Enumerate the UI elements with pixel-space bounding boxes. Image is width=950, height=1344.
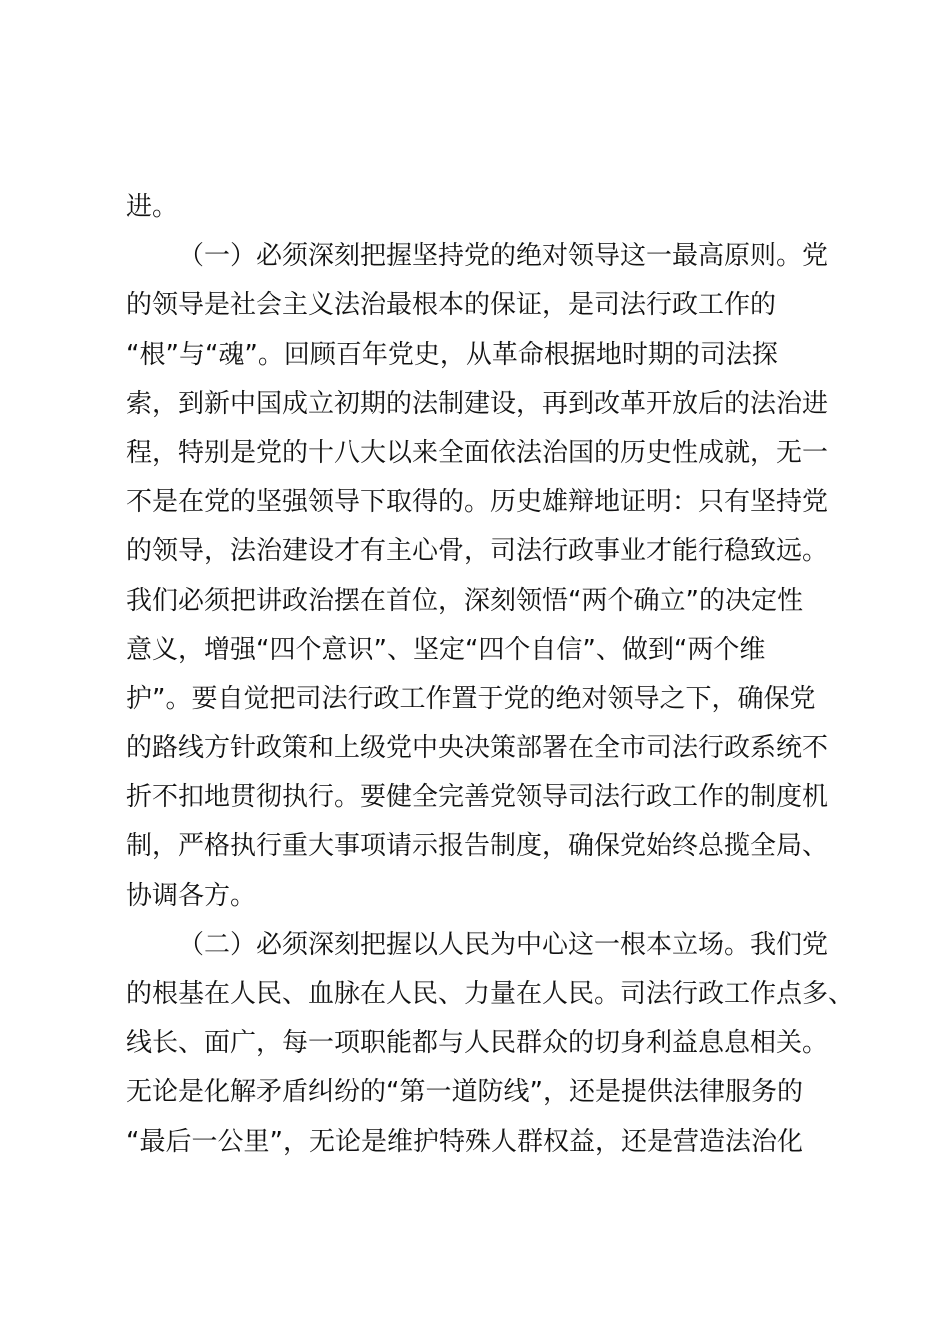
text-line: 无论是化解矛盾纠纷的“第一道防线”，还是提供法律服务的 [126,1077,803,1108]
text-line: 程，特别是党的十八大以来全面依法治国的历史性成就，无一 [126,437,829,468]
section-heading-line: （二）必须深刻把握以人民为中心这一根本立场。我们党 [178,929,829,960]
text-line: 折不扣地贯彻执行。要健全完善党领导司法行政工作的制度机 [126,782,829,813]
text-line: 进。 [126,192,179,222]
text-line: “最后一公里”，无论是维护特殊人群权益，还是营造法治化 [126,1126,803,1157]
text-line: 索，到新中国成立初期的法制建设，再到改革开放后的法治进 [126,388,829,419]
text-line: 线长、面广，每一项职能都与人民群众的切身利益息息相关。 [126,1028,829,1059]
text-line: “根”与“魂”。回顾百年党史，从革命根据地时期的司法探 [126,339,778,370]
section-heading-line: （一）必须深刻把握坚持党的绝对领导这一最高原则。党 [178,241,829,272]
text-line: 意义，增强“四个意识”、坚定“四个自信”、做到“两个维 [126,634,766,665]
text-line: 的根基在人民、血脉在人民、力量在人民。司法行政工作点多、 [126,979,855,1009]
text-line: 不是在党的坚强领导下取得的。历史雄辩地证明：只有坚持党 [126,487,829,518]
text-line: 的领导，法治建设才有主心骨，司法行政事业才能行稳致远。 [126,536,829,567]
text-line: 我们必须把讲政治摆在首位，深刻领悟“两个确立”的决定性 [126,585,803,616]
text-line: 的路线方针政策和上级党中央决策部署在全市司法行政系统不 [126,733,829,764]
text-line: 护”。要自觉把司法行政工作置于党的绝对领导之下，确保党 [126,683,816,714]
body-text [126,183,855,1167]
text-line: 的领导是社会主义法治最根本的保证，是司法行政工作的 [126,290,777,321]
text-line: 制，严格执行重大事项请示报告制度，确保党始终总揽全局、 [126,831,829,862]
text-line: 协调各方。 [126,880,257,911]
